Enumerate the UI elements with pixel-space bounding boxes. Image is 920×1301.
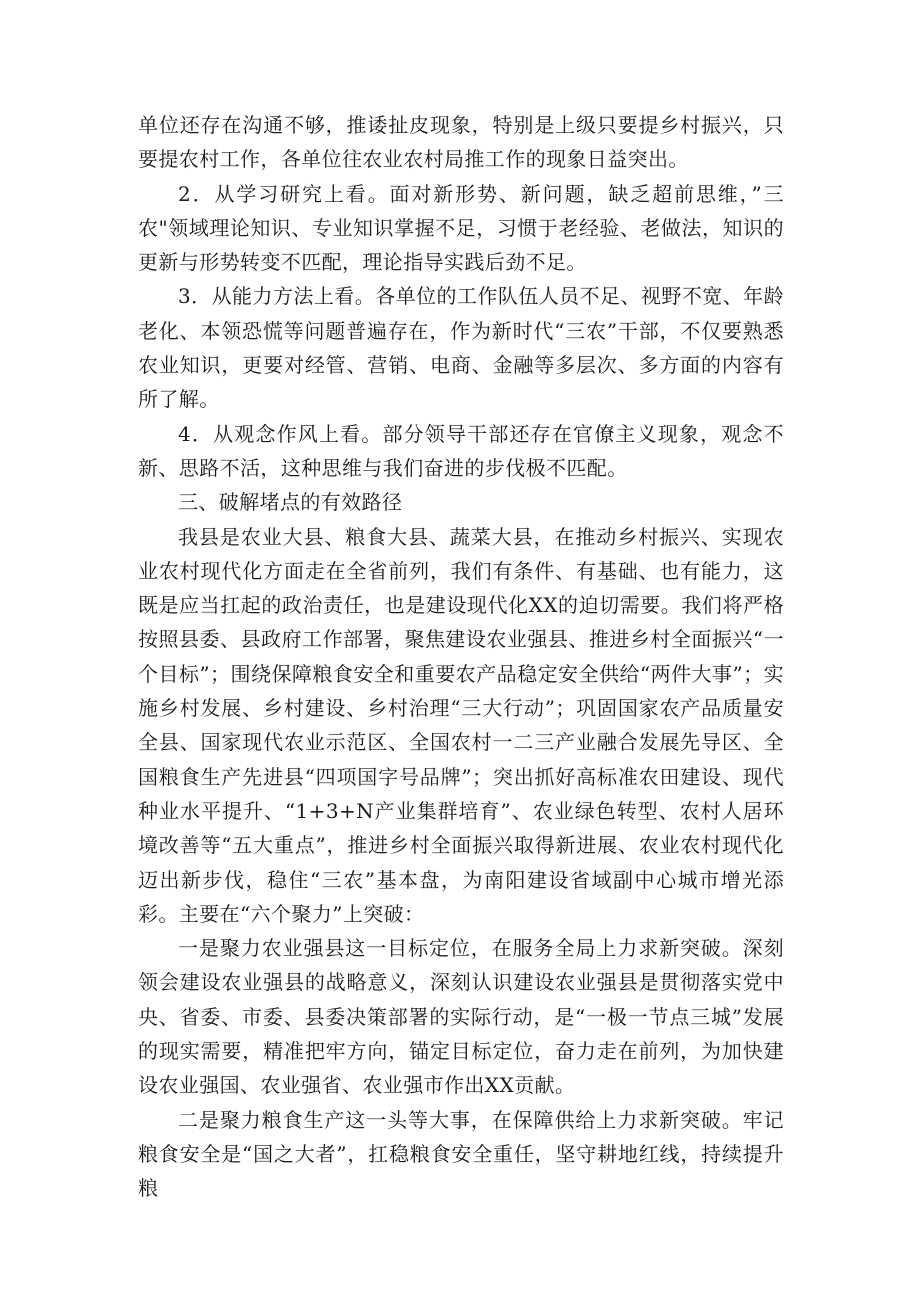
section-heading-3: 三、破解堵点的有效路径: [178, 490, 403, 515]
paragraph-item-4-style: 4．从观念作风上看。部分领导干部还存在官僚主义现象，观念不新、思路不活，这种思维与我们奋进的步伐极不匹配。: [138, 421, 784, 480]
paragraph-continuation: 单位还存在沟通不够，推诿扯皮现象，特别是上级只要提乡村振兴，只要提农村工作，各单位往农业农村局推工作的现象日益突出。: [138, 113, 784, 172]
paragraph-county-overview: 我县是农业大县、粮食大县、蔬菜大县，在推动乡村振兴、实现农业农村现代化方面走在全省前列，我们有条件、有基础、也有能力，这既是应当扛起的政治责任，也是建设现代化XX的迫切需要。我们将严格按照县委、县政府工作部署，聚焦建设农业强县、推进乡村全面振兴“一个目标”；围绕保障粮食安全和重要农产品稳定安全供给“两件大事”；实施乡村发展、乡村建设、乡村治理“三大行动”；巩固国家农产品质量安全县、国家现代农业示范区、全国农村一二三产业融合发展先导区、全国粮食生产先进县“四项国字号品牌”；突出抓好高标准农田建设、现代种业水平提升、“1+3+N产业集群培育”、农业绿色转型、农村人居环境改善等“五大重点”，推进乡村全面振兴取得新进展、农业农村现代化迈出新步伐，稳住“三农”基本盘，为南阳建设省域副中心城市增光添彩。主要在“六个聚力”上突破：: [138, 524, 784, 926]
paragraph-item-3-ability: 3．从能力方法上看。各单位的工作队伍人员不足、视野不宽、年龄老化、本领恐慌等问题普遍存在，作为新时代“三农”干部，不仅要熟悉农业知识，更要对经管、营销、电商、金融等多层次、多方面的内容有所了解。: [138, 284, 784, 412]
paragraph-focus-2: 二是聚力粮食生产这一头等大事，在保障供给上力求新突破。牢记粮食安全是“国之大者”，扛稳粮食安全重任，坚守耕地红线，持续提升粮: [138, 1107, 784, 1201]
paragraph-focus-1: 一是聚力农业强县这一目标定位，在服务全局上力求新突破。深刻领会建设农业强县的战略意义，深刻认识建设农业强县是贯彻落实党中央、省委、市委、县委决策部署的实际行动，是“一极一节点三城”发展的现实需要，精准把牢方向，锚定目标定位，奋力走在前列，为加快建设农业强国、农业强省、农业强市作出XX贡献。: [138, 936, 784, 1098]
paragraph-item-2-learning: 2．从学习研究上看。面对新形势、新问题，缺乏超前思维，”三农"领域理论知识、专业知识掌握不足，习惯于老经验、老做法，知识的更新与形势转变不匹配，理论指导实践后劲不足。: [138, 181, 784, 275]
document-page: [138, 108, 784, 1206]
